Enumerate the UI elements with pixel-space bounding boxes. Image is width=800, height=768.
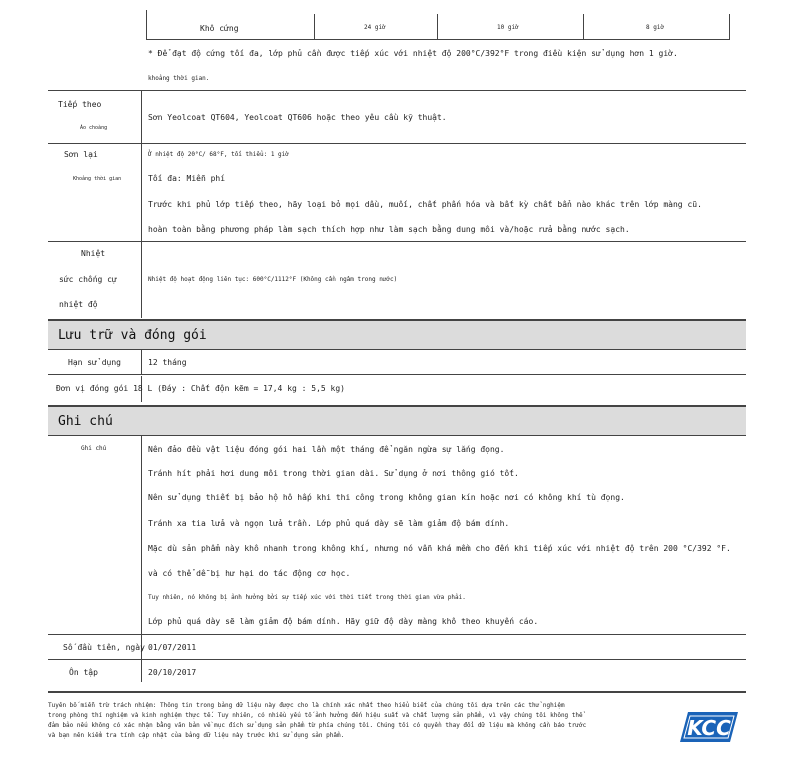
- disclaimer-line-1: Tuyên bố miễn trừ trách nhiệm: Thông tin trong bảng dữ liệu này được cho là chính xác nhất theo hiểu biết của chúng tôi dựa trên các thử nghiệm: [48, 702, 565, 709]
- row-divider: [48, 241, 746, 242]
- kcc-logo-text: KCC: [687, 716, 731, 740]
- heat-label-line-3: nhiệt độ: [59, 300, 98, 309]
- note-line-4: Tránh xa tia lửa và ngọn lửa trần. Lớp phủ quá dày sẽ làm giảm độ bám dính.: [148, 519, 510, 528]
- recoat-sublabel: Khoảng thời gian: [73, 176, 122, 182]
- table-column-divider: [141, 90, 142, 318]
- recoat-label: Sơn lại: [64, 150, 98, 159]
- review-value: 20/10/2017: [148, 668, 197, 677]
- first-issue-label: Số đầu tiên, ngày: [63, 643, 145, 652]
- notes-label: Ghi chú: [81, 445, 107, 452]
- heat-label-line-1: Nhiệt: [81, 249, 106, 258]
- disclaimer-line-4: và bạn nên kiểm tra tính cập nhật của bảng dữ liệu này trước khi sử dụng sản phẩm.: [48, 732, 345, 739]
- row-divider: [48, 659, 746, 660]
- recoat-line-2: Tối đa: Miễn phí: [148, 174, 226, 183]
- kcc-logo-mark: [678, 710, 740, 744]
- note-line-1: Nên đảo đều vật liệu đóng gói hai lần một tháng để ngăn ngừa sự lắng đọng.: [148, 445, 505, 454]
- storage-section-header: [48, 319, 746, 350]
- row-divider: [48, 143, 746, 144]
- row-divider: [48, 374, 746, 375]
- footer-rule: [48, 691, 746, 693]
- row-divider: [48, 90, 746, 91]
- heat-value: Nhiệt độ hoạt động liên tục: 600°C/1112°F (Không cần ngâm trong nước): [148, 276, 398, 283]
- next-coat-value: Sơn Yeolcoat QT604, Yeolcoat QT606 hoặc theo yêu cầu kỹ thuật.: [148, 113, 447, 122]
- cure-row-label: Khô cứng: [200, 24, 239, 33]
- next-coat-sublabel: Áo choàng: [80, 125, 108, 131]
- cure-value-3: 8 giờ: [646, 24, 665, 31]
- note-line-8: Lớp phủ quá dày sẽ làm giảm độ bám dính. Hãy giữ độ dày màng khô theo khuyến cáo.: [148, 617, 539, 626]
- cure-table-bottom-border: [146, 39, 730, 40]
- disclaimer-line-2: trong phòng thí nghiệm và kinh nghiệm thực tế. Tuy nhiên, có nhiều yếu tố ảnh hưởng đến hiệu suất và chất lượng sản phẩm, vì vậy chúng tôi không thể: [48, 712, 583, 719]
- note-line-7: Tuy nhiên, nó không bị ảnh hưởng bởi sự tiếp xúc với thời tiết trong thời gian vừa phải.: [148, 594, 466, 601]
- row-divider: [48, 634, 746, 635]
- review-label: Ôn tập: [69, 668, 98, 677]
- recoat-line-4: hoàn toàn bằng phương pháp làm sạch thích hợp như làm sạch bằng dung môi và/hoặc rửa bằng nước sạch.: [148, 225, 630, 234]
- next-coat-label: Tiếp theo: [58, 100, 102, 109]
- disclaimer-line-3: đảm bảo nếu không có xác nhận bằng văn bản về mục đích sử dụng sản phẩm từ phía chúng tôi. Chúng tôi có quyền thay đổi dữ liệu mà không cần báo trước: [48, 722, 587, 729]
- cure-note-line-2: khoảng thời gian.: [148, 75, 210, 82]
- cure-value-1: 24 giờ: [364, 24, 386, 31]
- storage-section-title: Lưu trữ và đóng gói: [58, 328, 207, 343]
- shelf-life-label: Hạn sử dụng: [68, 358, 121, 367]
- heat-label-line-2: sức chống cự: [59, 275, 117, 284]
- shelf-life-value: 12 tháng: [148, 358, 187, 367]
- cure-table-right-border: [729, 14, 730, 40]
- notes-section-title: Ghi chú: [58, 414, 113, 429]
- table-column-divider: [141, 350, 142, 374]
- cure-note-line-1: * Để đạt độ cứng tối đa, lớp phủ cần được tiếp xúc với nhiệt độ 200°C/392°F trong điều kiện sử dụng hơn 1 giờ.: [148, 49, 678, 58]
- cure-table-left-border: [146, 10, 147, 40]
- recoat-line-1: Ở nhiệt độ 20°C/ 68°F, tối thiểu: 1 giờ: [148, 151, 289, 158]
- note-line-5: Mặc dù sản phẩm này khô nhanh trong không khí, nhưng nó vẫn khá mềm cho đến khi tiếp xúc với nhiệt độ trên 200 °C/392 °F.: [148, 544, 731, 553]
- note-line-6: và có thể dễ bị hư hại do tác động cơ học.: [148, 569, 351, 578]
- packing-unit-line: Đơn vị đóng gói 18 L (Đáy : Chất độn kẽm = 17,4 kg : 5,5 kg): [56, 384, 345, 393]
- notes-section-header: [48, 405, 746, 436]
- first-issue-value: 01/07/2011: [148, 643, 197, 652]
- note-line-3: Nên sử dụng thiết bị bảo hộ hô hấp khi thi công trong không gian kín hoặc nơi có không khí tù đọng.: [148, 493, 625, 502]
- cure-table-col-divider: [437, 14, 438, 40]
- cure-table-col-divider: [583, 14, 584, 40]
- kcc-logo: [678, 710, 740, 744]
- recoat-line-3: Trước khi phủ lớp tiếp theo, hãy loại bỏ mọi dầu, muối, chất phấn hóa và bất kỳ chất bẩn nào khác trên lớp màng cũ.: [148, 200, 702, 209]
- note-line-2: Tránh hít phải hơi dung môi trong thời gian dài. Sử dụng ở nơi thông gió tốt.: [148, 469, 519, 478]
- cure-table-col-divider: [314, 14, 315, 40]
- cure-value-2: 10 giờ: [497, 24, 519, 31]
